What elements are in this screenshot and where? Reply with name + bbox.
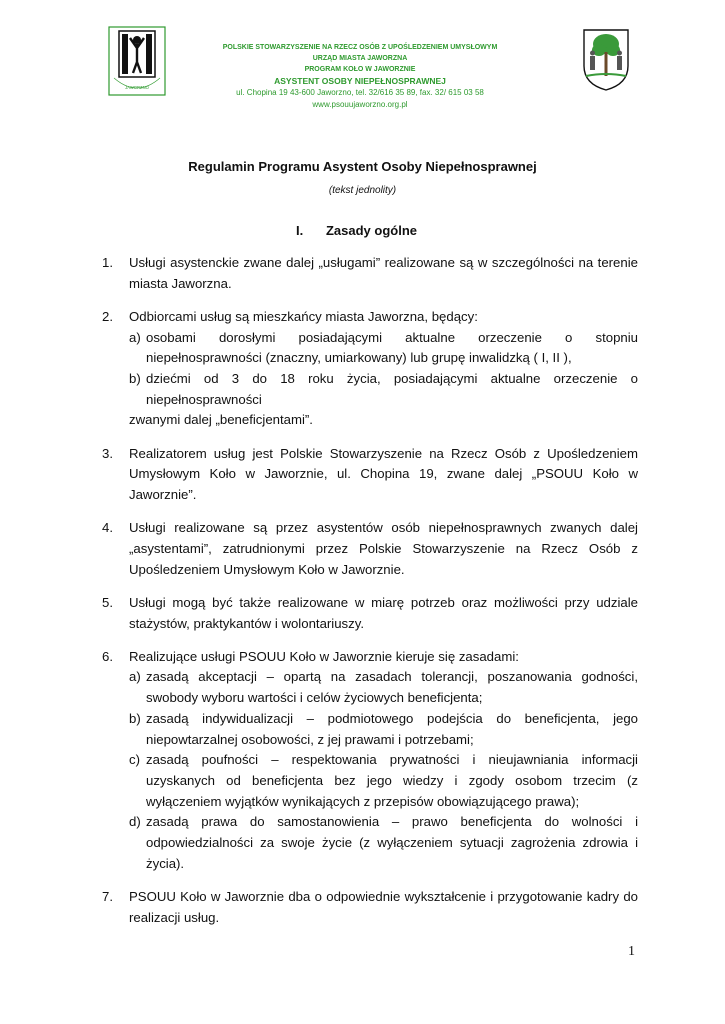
item-number: 5.: [102, 594, 113, 610]
sub-item-text: zasadą poufności – respektowania prywatności i nieujawniania informacji uzyskanych od beneficjenta bez jego wiedzy i zgody osobom trzecim (z wyłączeniem wyjątków wynikających z przepisów obowiązującego prawa);: [146, 752, 638, 809]
program-name: PROGRAM KOŁO W JAWORZNIE: [304, 66, 416, 73]
item-text: Usługi asystenckie zwane dalej „usługami” realizowane są w szczególności na terenie miasta Jaworzna.: [129, 255, 638, 291]
item-number: 4.: [102, 520, 113, 536]
sub-item: [129, 328, 638, 369]
document-subtitle: (tekst jednolity): [328, 185, 397, 196]
list-item: [102, 518, 638, 580]
sub-item-letter: b): [129, 710, 141, 726]
document-header: [0, 24, 725, 114]
sub-item: [129, 709, 638, 750]
item-number: 6.: [102, 648, 113, 664]
item-text: Odbiorcami usług są mieszkańcy miasta Jaworzna, będący:: [129, 308, 478, 324]
list-item: [102, 887, 638, 928]
item-text: Usługi realizowane są przez asystentów osób niepełnosprawnych zwanych dalej „asystentami”, zatrudnionymi przez Polskie Stowarzyszenie na Rzecz Osób z Upośledzeniem Umysłowym Koło w Jaworznie.: [129, 520, 638, 577]
section-number: I.: [295, 223, 304, 238]
section-title: Zasady ogólne: [325, 223, 418, 238]
city-office: URZĄD MIASTA JAWORZNA: [312, 55, 408, 62]
item-text: Realizujące usługi PSOUU Koło w Jaworznie kieruje się zasadami:: [129, 648, 519, 664]
sub-item-text: zasadą akceptacji – opartą na zasadach tolerancji, poszanowania godności, swobody wyboru wartości i celów życiowych beneficjenta;: [146, 669, 638, 706]
sub-item: [129, 750, 638, 812]
list-item: [102, 593, 638, 634]
document-title: Regulamin Programu Asystent Osoby Niepełnosprawnej: [188, 159, 537, 174]
list-item: [102, 253, 638, 294]
sub-item-letter: d): [129, 814, 141, 830]
section-heading: [0, 223, 725, 238]
sub-item: [129, 369, 638, 410]
document-body: [102, 253, 638, 928]
sub-item-letter: a): [129, 329, 141, 345]
sub-item: [129, 667, 638, 708]
page-number: 1: [628, 944, 635, 959]
org-website[interactable]: www.psouujaworzno.org.pl: [312, 100, 408, 109]
item-text: Realizatorem usług jest Polskie Stowarzyszenie na Rzecz Osób z Upośledzeniem Umysłowym Koło w Jaworznie, ul. Chopina 19, zwane dalej „PSOUU Koło w Jaworznie”.: [129, 445, 638, 503]
logo-left-caption: JAWORZNO: [125, 85, 149, 90]
sub-item-text: osobami dorosłymi posiadającymi aktualne orzeczenie o stopniu niepełnosprawności (znaczny, umiarkowany) lub grupę inwalidzką ( I, II ),: [146, 329, 638, 366]
organization-info: [175, 42, 545, 111]
item-number: 3.: [102, 445, 113, 461]
psouu-logo-icon: [108, 26, 166, 96]
sub-item-text: zasadą indywidualizacji – podmiotowego podejścia do beneficjenta, jego niepowtarzalnej osobowości, z jej prawami i potrzebami;: [146, 710, 638, 747]
sub-item-letter: c): [129, 752, 140, 768]
item-number: 2.: [102, 308, 113, 324]
program-title: ASYSTENT OSOBY NIEPEŁNOSPRAWNEJ: [274, 76, 446, 86]
sub-item-letter: a): [129, 669, 141, 685]
sub-item-text: dziećmi od 3 do 18 roku życia, posiadającymi aktualne orzeczenie o niepełnosprawności: [146, 371, 638, 407]
sub-item: [129, 812, 638, 874]
sub-item-text: zasadą prawa do samostanowienia – prawo beneficjenta do wolności i odpowiedzialności za swoje życie (z wyłączeniem sytuacji zagrożenia zdrowia i życia).: [146, 814, 638, 871]
item-text: PSOUU Koło w Jaworznie dba o odpowiednie wykształcenie i przygotowanie kadry do realizacji usług.: [129, 888, 638, 925]
city-coat-of-arms-icon: [582, 28, 630, 92]
item-text: Usługi mogą być także realizowane w miarę potrzeb oraz możliwości przy udziale stażystów, praktykantów i wolontariuszy.: [129, 594, 638, 631]
org-address: ul. Chopina 19 43-600 Jaworzno, tel. 32/616 35 89, fax. 32/ 615 03 58: [236, 88, 484, 97]
item-number: 1.: [102, 255, 113, 270]
list-item: [102, 444, 638, 506]
org-name: POLSKIE STOWARZYSZENIE NA RZECZ OSÓB Z UPOŚLEDZENIEM UMYSŁOWYM: [222, 44, 498, 51]
list-item: [102, 647, 638, 875]
list-item: [102, 307, 638, 431]
sub-item-letter: b): [129, 371, 141, 387]
item-number: 7.: [102, 888, 113, 904]
item-tail-text: zwanymi dalej „beneficjentami”.: [129, 412, 313, 428]
